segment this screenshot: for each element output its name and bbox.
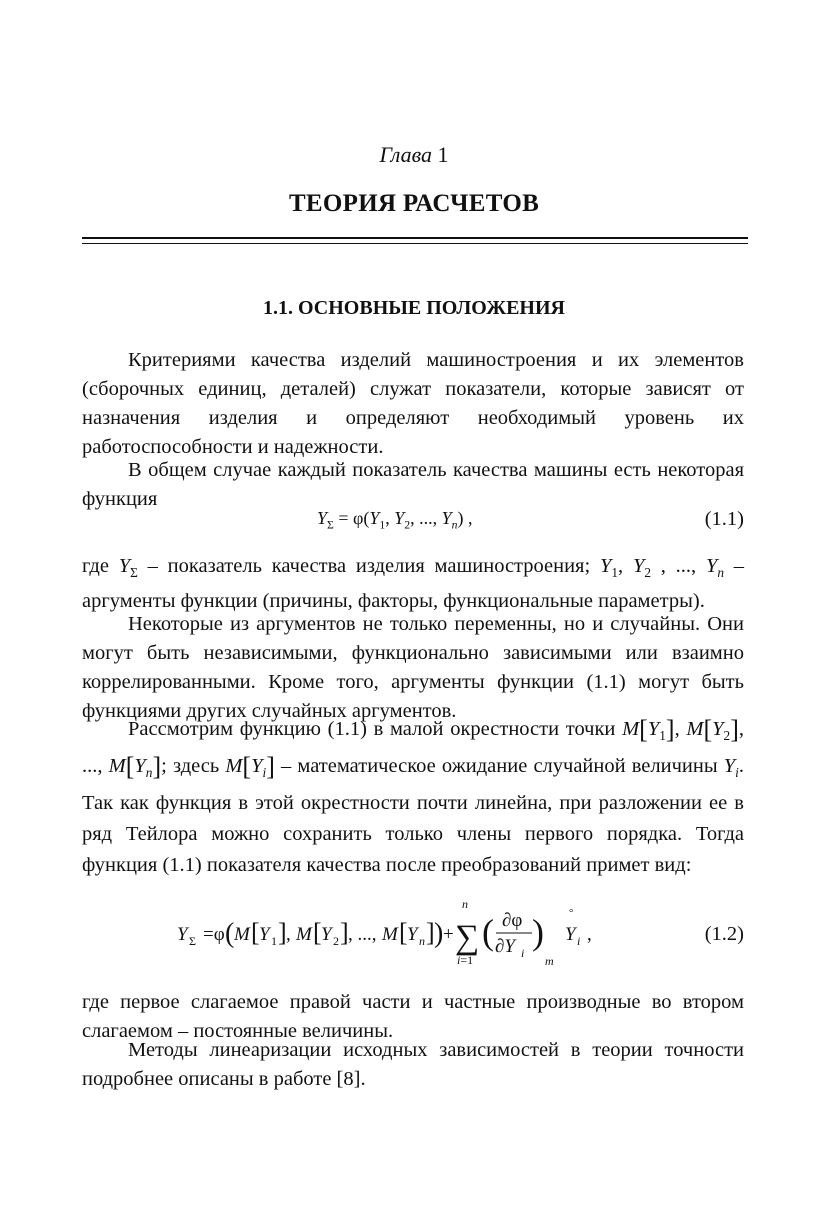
equation-number-1-2: (1.2) [704, 923, 744, 945]
svg-text:(: ( [482, 912, 494, 952]
svg-text:n: n [462, 900, 468, 911]
svg-text:2: 2 [333, 934, 339, 948]
svg-text:i: i [577, 934, 581, 948]
svg-text:]: ] [426, 918, 435, 947]
svg-text:Σ: Σ [189, 934, 196, 948]
svg-text:+: + [443, 924, 454, 945]
paragraph-7: Методы линеаризации исходных зависимостей в теории точности подробнее описаны в работе [8]. [82, 1039, 744, 1090]
svg-text:]: ] [340, 918, 349, 947]
svg-text:M: M [296, 924, 312, 945]
svg-text:i=1: i=1 [457, 953, 474, 967]
svg-text:°: ° [569, 907, 574, 919]
paragraph-1: Критериями качества изделий машиностроения и их элементов (сборочных единиц, деталей) служат показатели, которые зависят от назначения изделия и определяют необходимый уровень их работоспособности и надежности. [82, 349, 744, 458]
svg-text:Y: Y [565, 924, 576, 945]
paragraph-3: где $Y_\Sigma$ – показатель качества изделия машиностроения; $Y_1$, $Y_2$ , ..., $Y_n$ – аргументы функции (причины, факторы, функциональные параметры). [82, 555, 745, 613]
paragraph-4: Некоторые из аргументов не только переменны, но и случайны. Они могут быть независимыми, функционально зависимыми или взаимно коррелированными. Кроме того, аргументы функции (1.1) могут быть функциями других случайных аргументов. [82, 613, 744, 722]
svg-text:Y: Y [407, 924, 418, 945]
chapter-label [0, 142, 828, 168]
chapter-title: ТЕОРИЯ РАСЧЕТОВ [288, 190, 540, 217]
svg-text:Y: Y [259, 924, 270, 945]
svg-text:i: i [521, 946, 525, 960]
svg-text:=φ: =φ [203, 924, 225, 945]
svg-text:M: M [234, 924, 250, 945]
svg-text:∂Y: ∂Y [495, 936, 515, 957]
svg-text:(: ( [225, 918, 235, 949]
chapter-word: Глава [379, 142, 433, 167]
svg-text:, ...,: , ..., [348, 924, 377, 945]
svg-text:∑: ∑ [455, 919, 480, 956]
svg-text:n: n [419, 934, 425, 948]
equation-number-1-1: (1.1) [704, 508, 744, 530]
svg-text:∂φ: ∂φ [502, 910, 523, 931]
chapter-number: 1 [437, 142, 449, 167]
svg-text:M: M [382, 924, 398, 945]
paragraph-6: где первое слагаемое правой части и частные производные во втором слагаемом – постоянные величины. [82, 991, 744, 1042]
svg-text:): ) [434, 918, 444, 949]
section-title: 1.1. ОСНОВНЫЕ ПОЛОЖЕНИЯ [263, 297, 565, 319]
svg-text:m: m [545, 954, 554, 968]
equation-1-2-graphic [177, 900, 677, 970]
svg-text:[: [ [399, 918, 408, 947]
equation-1-2 [82, 900, 744, 970]
svg-text:[: [ [313, 918, 322, 947]
svg-text:Y: Y [177, 924, 188, 945]
double-rule-divider [82, 237, 748, 244]
svg-text:,: , [587, 924, 592, 945]
svg-text:]: ] [278, 918, 287, 947]
svg-text:[: [ [251, 918, 260, 947]
paragraph-2: В общем случае каждый показатель качества машины есть некоторая функция [82, 459, 744, 510]
svg-text:1: 1 [271, 934, 277, 948]
paragraph-5: Рассмотрим функцию (1.1) в малой окрестности точки $M[Y_1]$, $M[Y_2]$, ..., $M[Y_n]$; здесь $M[Y_i]$ – математическое ожидание случайной величины $Y_i$. Так как функция в этой окрестности почти линейна, при разложении ее в ряд Тейлора можно сохранить только члены первого порядка. Тогда функция (1.1) показателя качества после преобразований примет вид: [82, 715, 744, 877]
svg-text:,: , [286, 924, 291, 945]
svg-text:): ) [532, 912, 544, 952]
svg-text:Y: Y [321, 924, 332, 945]
